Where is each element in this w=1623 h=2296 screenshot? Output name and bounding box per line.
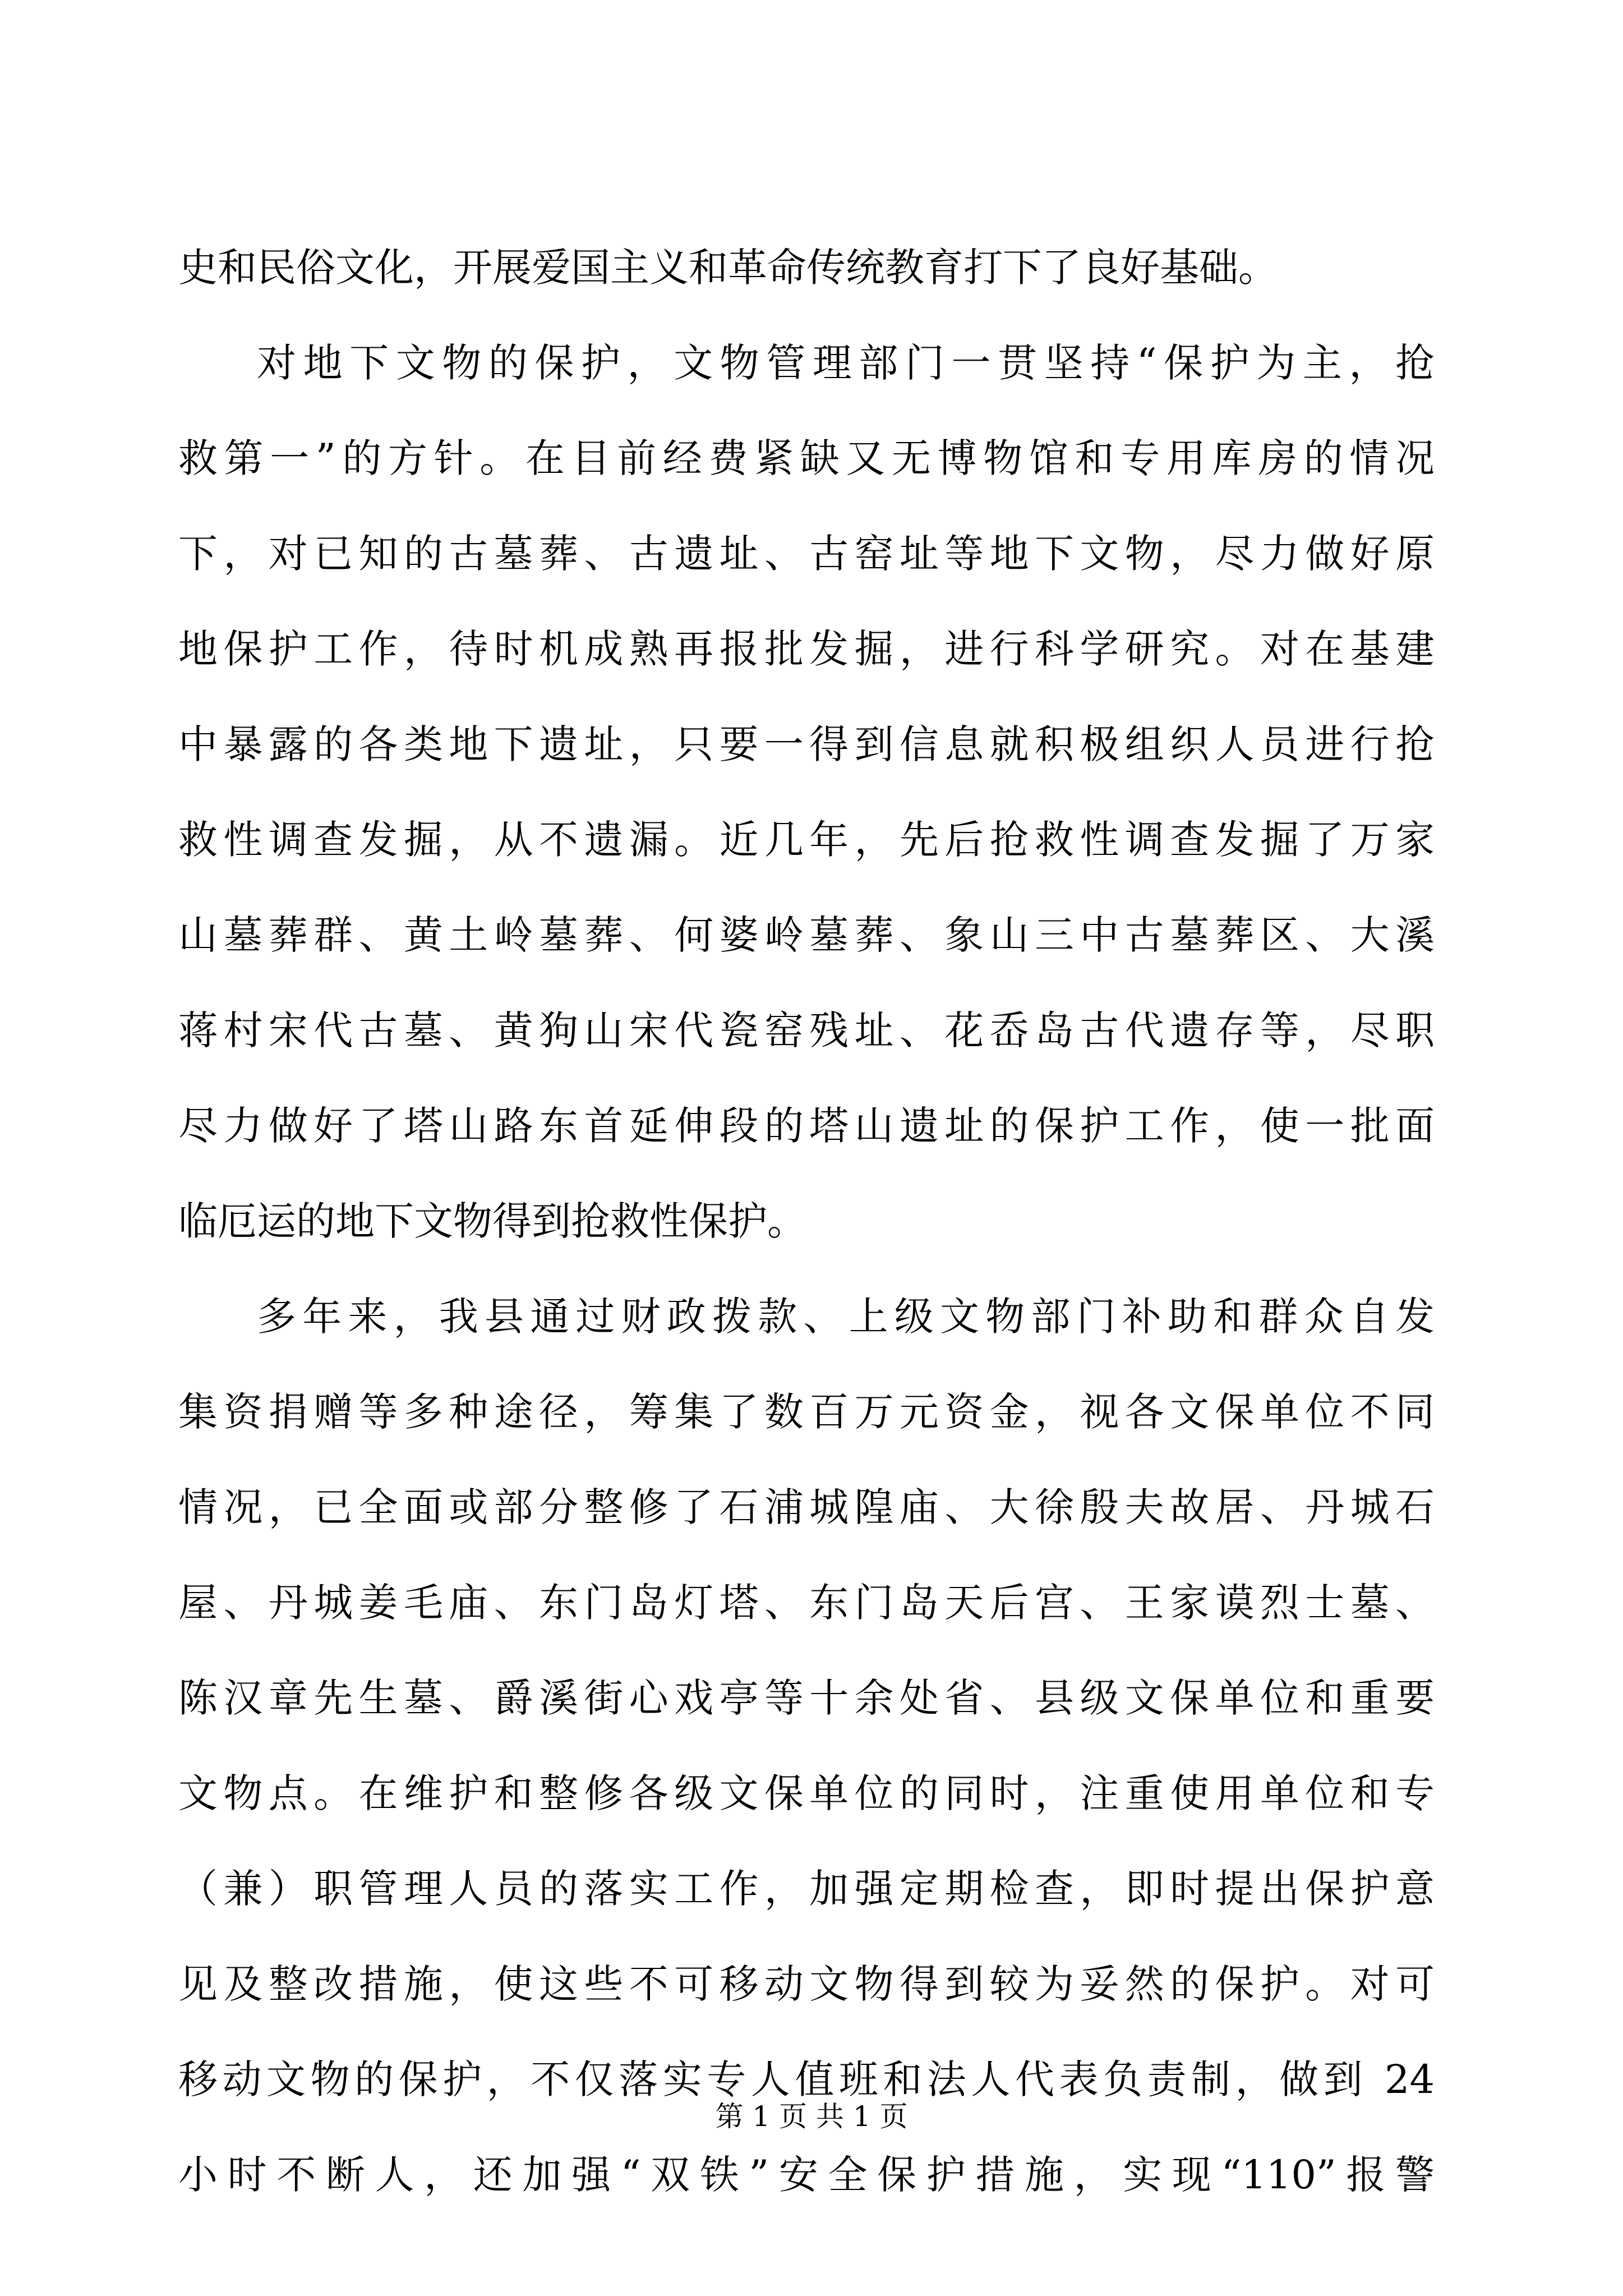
text-line: 见及整改措施，使这些不可移动文物得到较为妥然的保护。对可 (178, 1961, 1435, 2007)
text-line: 集资捐赠等多种途径，筹集了数百万元资金，视各文保单位不同 (178, 1389, 1435, 1435)
page-footer (0, 2097, 1623, 2136)
text-line: 蒋村宋代古墓、黄狗山宋代瓷窑残址、花岙岛古代遗存等，尽职 (178, 1007, 1435, 1053)
text-line: 屋、丹城姜毛庙、东门岛灯塔、东门岛天后宫、王家谟烈士墓、 (178, 1580, 1435, 1626)
text-line: 情况，已全面或部分整修了石浦城隍庙、大徐殷夫故居、丹城石 (178, 1484, 1435, 1530)
text-line: 临厄运的地下文物得到抢救性保护。 (178, 1198, 806, 1244)
text-line: 史和民俗文化，开展爱国主义和革命传统教育打下了良好基础。 (178, 245, 1278, 291)
document-body (178, 220, 1435, 2223)
text-line: 救第一”的方针。在目前经费紧缺又无博物馆和专用库房的情况 (178, 435, 1435, 481)
text-line: 对地下文物的保护，文物管理部门一贯坚持“保护为主，抢 (257, 340, 1435, 386)
text-line: 多年来，我县通过财政拨款、上级文物部门补助和群众自发 (257, 1294, 1435, 1340)
text-line: 文物点。在维护和整修各级文保单位的同时，注重使用单位和专 (178, 1770, 1435, 1816)
paragraph (178, 220, 1435, 315)
text-line: 下，对已知的古墓葬、古遗址、古窑址等地下文物，尽力做好原 (178, 531, 1435, 577)
text-line: 小时不断人，还加强“双铁”安全保护措施，实现“110”报警 (178, 2152, 1435, 2198)
page-number-label: 第 1 页 共 1 页 (715, 2100, 908, 2133)
paragraph (178, 1269, 1435, 2223)
text-line: （兼）职管理人员的落实工作，加强定期检查，即时提出保护意 (178, 1866, 1435, 1912)
text-line: 陈汉章先生墓、爵溪街心戏亭等十余处省、县级文保单位和重要 (178, 1675, 1435, 1721)
text-line: 地保护工作，待时机成熟再报批发掘，进行科学研究。对在基建 (178, 626, 1435, 672)
text-line: 中暴露的各类地下遗址，只要一得到信息就积极组织人员进行抢 (178, 721, 1435, 767)
text-line: 移动文物的保护，不仅落实专人值班和法人代表负责制，做到 24 (178, 2056, 1435, 2102)
text-line: 尽力做好了塔山路东首延伸段的塔山遗址的保护工作，使一批面 (178, 1103, 1435, 1149)
paragraph (178, 315, 1435, 1269)
text-line: 救性调查发掘，从不遗漏。近几年，先后抢救性调查发掘了万家 (178, 817, 1435, 863)
text-line: 山墓葬群、黄土岭墓葬、何婆岭墓葬、象山三中古墓葬区、大溪 (178, 912, 1435, 958)
